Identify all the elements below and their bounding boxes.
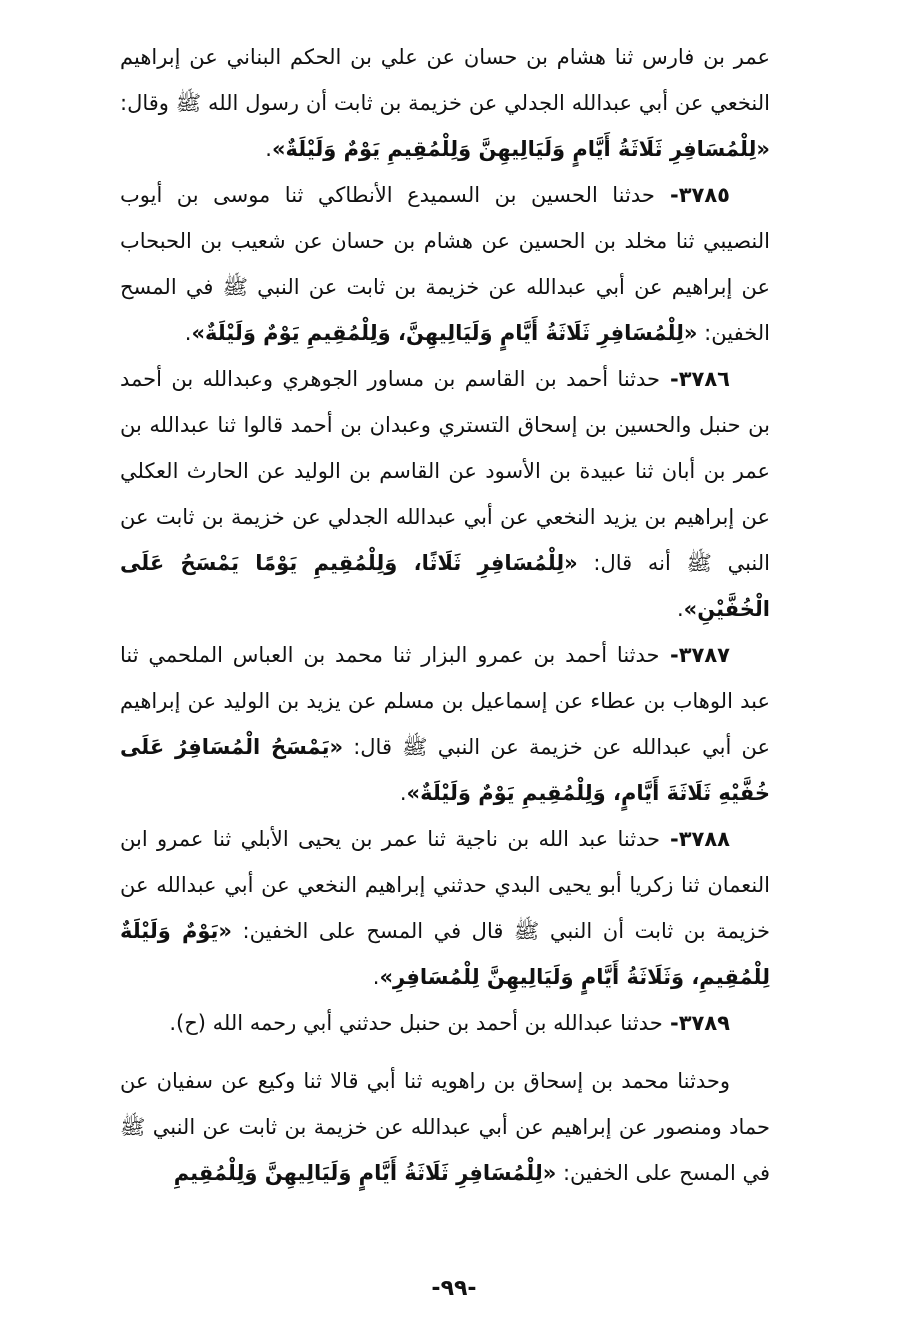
page-number: -٩٩- xyxy=(431,1276,477,1301)
paragraph-body: حدثنا عبدالله بن أحمد بن حنبل حدثني أبي رحمه الله (ح). xyxy=(169,1011,663,1035)
paragraph-body: حدثنا عبد الله بن ناجية ثنا عمر بن يحيى الأبلي ثنا عمرو ابن النعمان ثنا زكريا أبو يحيى البدي حدثني إبراهيم النخعي عن أبي عبدالله عن خزيمة بن ثابت أن النبي ﷺ قال في المسح على الخفين: xyxy=(120,827,770,943)
hadith-quote: «لِلْمُسَافِرِ ثَلَاثَةُ أَيَّامٍ وَلَيَالِيهِنَّ وَلِلْمُقِيمِ xyxy=(173,1161,557,1185)
hadith-number: ٣٧٨٦- xyxy=(660,367,730,391)
paragraph-body: عمر بن فارس ثنا هشام بن حسان عن علي بن الحكم البناني عن إبراهيم النخعي عن أبي عبدالله الجدلي عن خزيمة بن ثابت أن رسول الله ﷺ وقال: xyxy=(120,45,770,115)
hadith-quote: «لِلْمُسَافِرِ ثَلَاثًا، وَلِلْمُقِيمِ يَوْمًا يَمْسَحُ عَلَى الْخُفَّيْنِ» xyxy=(120,551,770,621)
paragraph-body: حدثنا أحمد بن القاسم بن مساور الجوهري وعبدالله بن أحمد بن حنبل والحسين بن إسحاق التستري وعبدان بن أحمد قالوا ثنا عبدالله بن عمر بن أبان ثنا عبيدة بن الأسود عن القاسم بن الوليد عن الحارث العكلي عن إبراهيم بن يزيد النخعي عن أبي عبدالله الجدلي عن خزيمة بن ثابت عن النبي ﷺ أنه قال: xyxy=(120,367,771,575)
paragraph-tail: . xyxy=(184,321,192,345)
hadith-number: ٣٧٨٨- xyxy=(660,827,730,851)
hadith-quote: «يَمْسَحُ الْمُسَافِرُ عَلَى خُفَّيْهِ ثَلَاثَةَ أَيَّامٍ، وَلِلْمُقِيمِ يَوْمٌ وَلَيْلَةٌ» xyxy=(120,735,770,805)
paragraph-body: وحدثنا محمد بن إسحاق بن راهويه ثنا أبي قالا ثنا وكيع عن سفيان عن حماد ومنصور عن إبراهيم عن أبي عبدالله عن خزيمة بن ثابت عن النبي ﷺ في المسح على الخفين: xyxy=(120,1069,770,1185)
paragraph-tail: . xyxy=(676,597,684,621)
hadith-quote: «يَوْمٌ وَلَيْلَةٌ لِلْمُقِيمِ، وَثَلَاثَةُ أَيَّامٍ وَلَيَالِيهِنَّ لِلْمُسَافِرِ» xyxy=(120,919,770,989)
paragraph-tail: . xyxy=(372,965,380,989)
hadith-3788 xyxy=(120,816,770,1000)
hadith-number: ٣٧٨٥- xyxy=(654,183,730,207)
paragraph-continuation xyxy=(120,34,770,172)
hadith-number: ٣٧٨٧- xyxy=(659,643,731,667)
paragraph-tail: . xyxy=(265,137,272,161)
hadith-3789 xyxy=(120,1000,770,1046)
hadith-3786 xyxy=(120,356,770,632)
hadith-quote: «لِلْمُسَافِرِ ثَلَاثَةُ أَيَّامٍ وَلَيَالِيهِنَّ، وَلِلْمُقِيمِ يَوْمٌ وَلَيْلَةٌ» xyxy=(191,321,698,345)
hadith-number: ٣٧٨٩- xyxy=(662,1011,730,1035)
hadith-3785 xyxy=(120,172,770,356)
paragraph-body: حدثنا الحسين بن السميدع الأنطاكي ثنا موسى بن أيوب النصيبي ثنا مخلد بن الحسين عن هشام بن حسان عن شعيب بن الحبحاب عن إبراهيم عن أبي عبدالله عن خزيمة بن ثابت عن النبي ﷺ في المسح الخفين: xyxy=(120,183,770,345)
hadith-quote: «لِلْمُسَافِرِ ثَلَاثَةُ أَيَّامٍ وَلَيَالِيهِنَّ وَلِلْمُقِيمِ يَوْمٌ وَلَيْلَةٌ» xyxy=(271,137,770,161)
hadith-3789-second-chain xyxy=(120,1058,770,1196)
hadith-text-block xyxy=(120,34,770,1196)
paragraph-tail: . xyxy=(399,781,407,805)
paragraph-body: حدثنا أحمد بن عمرو البزار ثنا محمد بن العباس الملحمي ثنا عبد الوهاب بن عطاء عن إسماعيل بن مسلم عن يزيد بن الوليد عن إبراهيم عن أبي عبدالله عن خزيمة عن النبي ﷺ قال: xyxy=(120,643,770,759)
hadith-3787 xyxy=(120,632,770,816)
